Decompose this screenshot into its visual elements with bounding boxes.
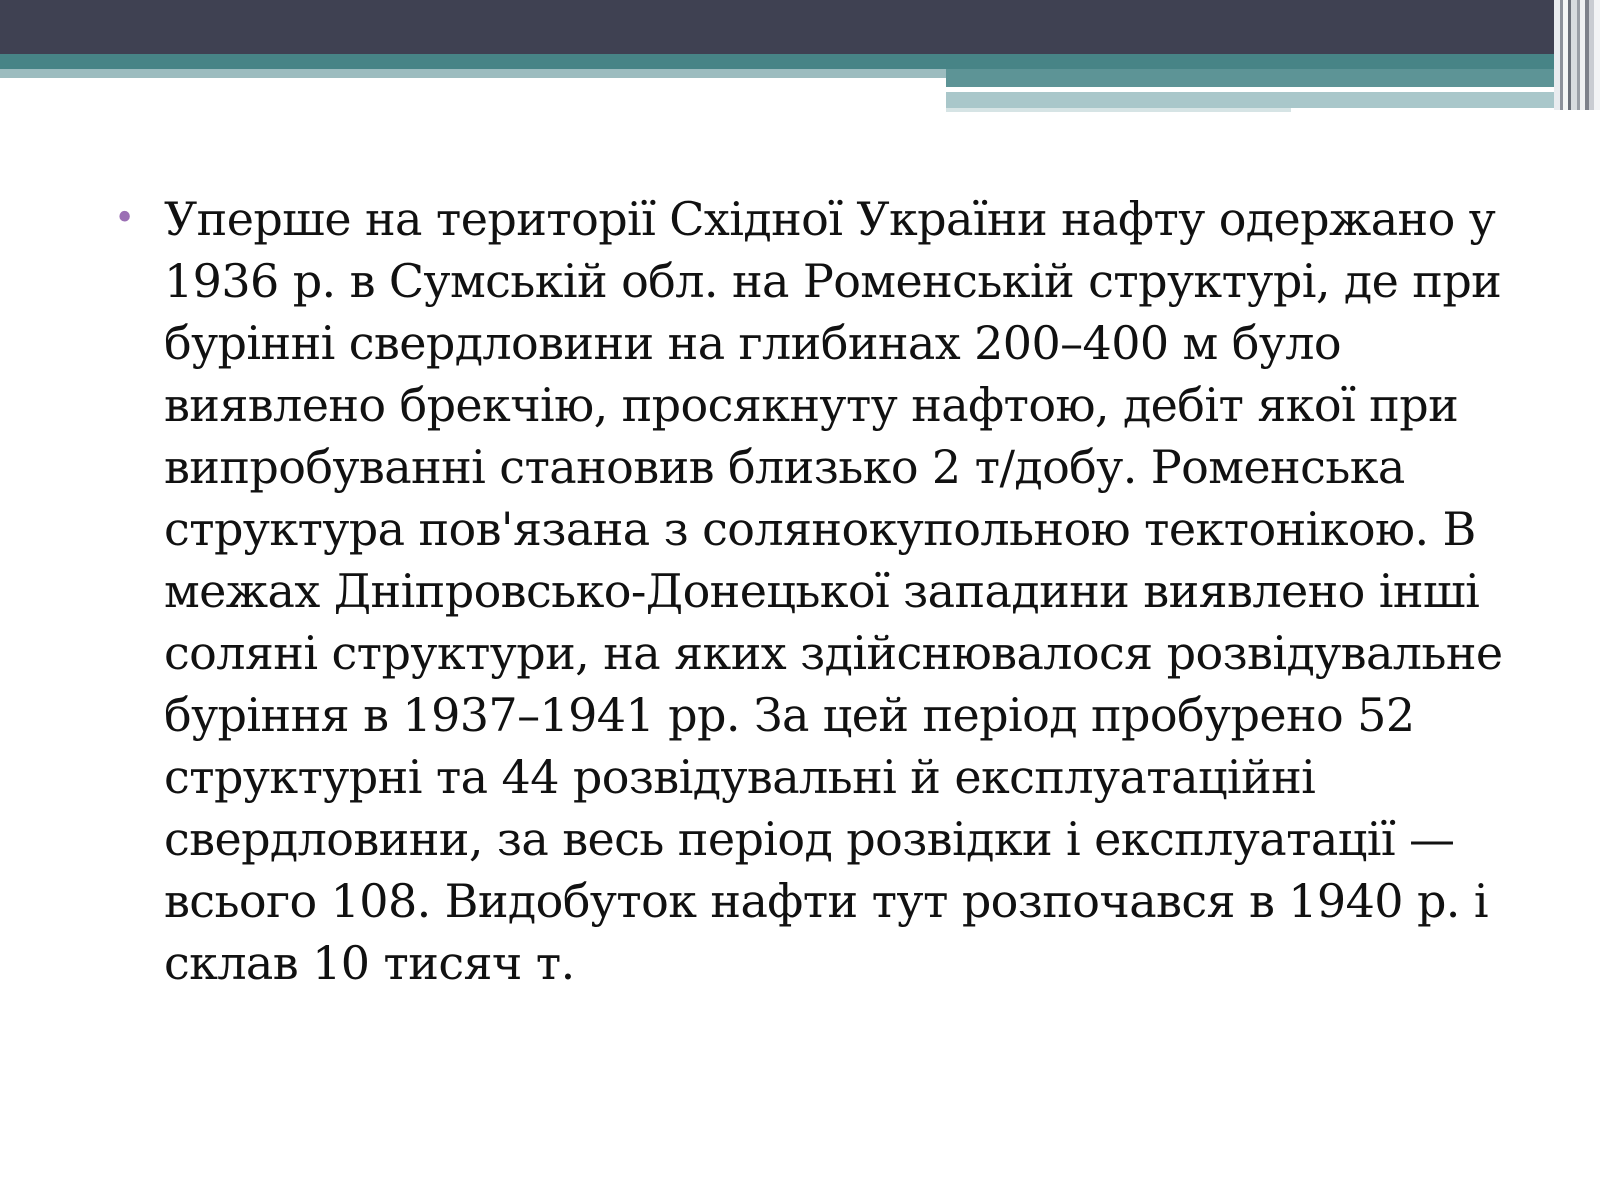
header-band-right-teal	[946, 69, 1558, 87]
header-band-right-light	[946, 92, 1558, 108]
bullet-item	[112, 188, 1512, 994]
edge-stripes	[1554, 0, 1600, 110]
header-band-teal	[0, 54, 1600, 69]
header-band-right-pale	[946, 108, 1291, 112]
bullet-marker: •	[114, 198, 136, 239]
slide-content	[112, 188, 1512, 994]
header-band-dark	[0, 0, 1600, 54]
header-band-light	[0, 69, 946, 78]
bullet-text: Уперше на території Східної України нафту одержано у 1936 р. в Сумській обл. на Роменській структурі, де при бурінні свердловини на глибинах 200–400 м було виявлено брекчію, просякнуту нафтою, дебіт якої при випробуванні становив близько 2 т/добу. Роменська структура пов'язана з солянокупольною тектонікою. В межах Дніпровсько-Донецької западини виявлено інші соляні структури, на яких здійснювалося розвідувальне буріння в 1937–1941 рр. За цей період пробурено 52 структурні та 44 розвідувальні й експлуатаційні свердловини, за весь період розвідки і експлуатації — всього 108. Видобуток нафти тут розпочався в 1940 р. і склав 10 тисяч т.	[164, 192, 1503, 990]
